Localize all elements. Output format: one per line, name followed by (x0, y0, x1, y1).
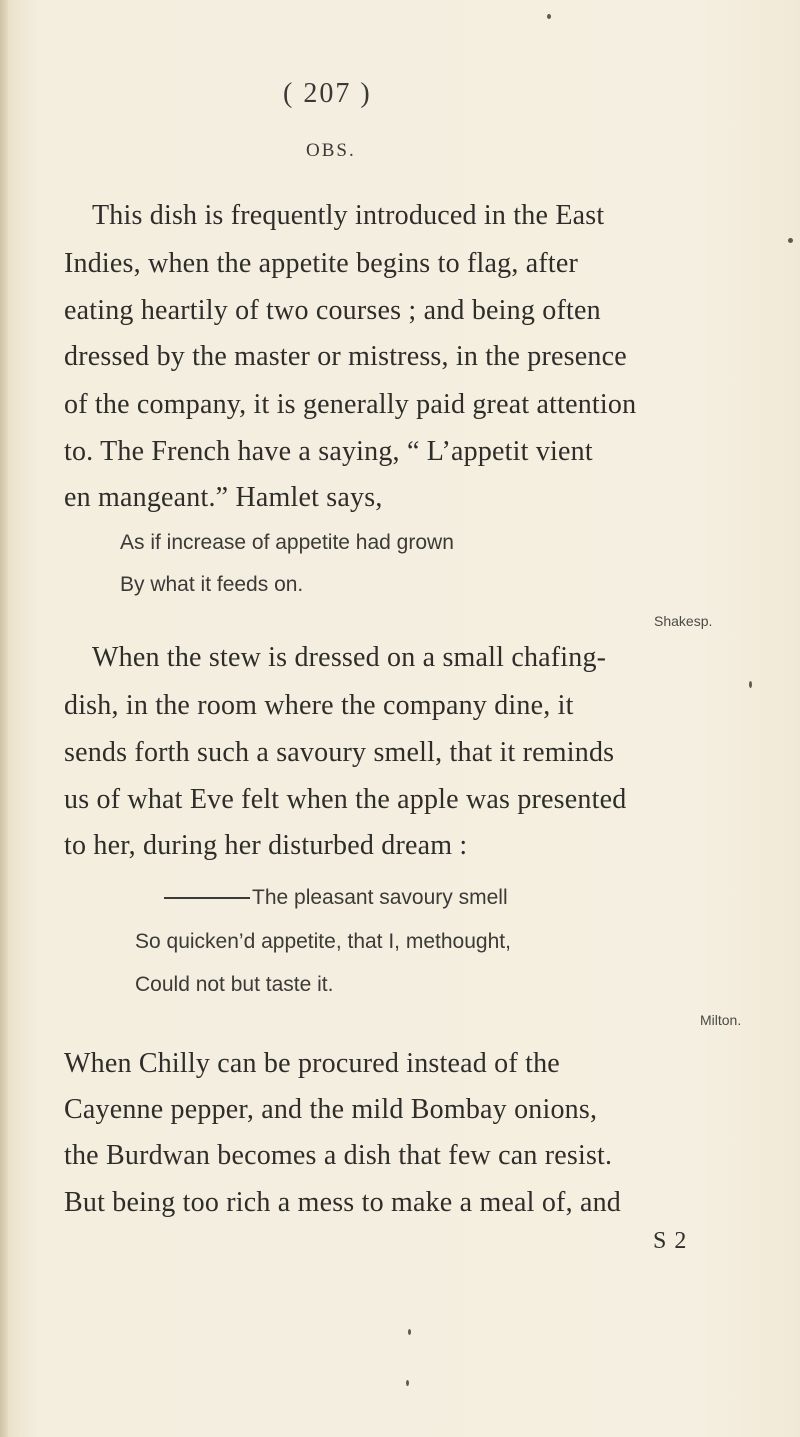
em-dash-rule (164, 897, 250, 899)
paper-speck (408, 1329, 411, 1335)
paper-speck (547, 14, 551, 19)
quote-2-line-2: So quicken’d appetite, that I, methought, (135, 930, 511, 953)
paragraph-1-line-5: of the company, it is generally paid great attention (64, 389, 637, 420)
paragraph-3-line-3: the Burdwan becomes a dish that few can resist. (64, 1140, 613, 1171)
quote-1-line-2: By what it feeds on. (120, 573, 304, 596)
page-gutter-shadow (0, 0, 8, 1437)
page-number: ( 207 ) (283, 78, 372, 109)
paragraph-1-line-3: eating heartily of two courses ; and being often (64, 295, 601, 326)
quote-2-line-1 (164, 886, 508, 910)
paragraph-1-line-6: to. The French have a saying, “ L’appetit vient (64, 436, 593, 467)
quote-1-attribution: Shakesp. (654, 613, 713, 629)
quote-2-line-1-text: The pleasant savoury smell (252, 886, 508, 909)
paragraph-2-line-5: to her, during her disturbed dream : (64, 830, 468, 861)
paper-speck (788, 238, 793, 243)
paragraph-2-line-2: dish, in the room where the company dine, it (64, 690, 574, 721)
paragraph-3-line-1: When Chilly can be procured instead of the (64, 1048, 560, 1079)
paragraph-1-line-4: dressed by the master or mistress, in the presence (64, 341, 627, 372)
paragraph-3-line-2: Cayenne pepper, and the mild Bombay onions, (64, 1094, 598, 1125)
paragraph-1-line-2: Indies, when the appetite begins to flag, after (64, 248, 579, 279)
paper-speck (749, 681, 752, 688)
section-heading: OBS. (306, 140, 356, 161)
signature-mark: S 2 (653, 1228, 688, 1254)
paragraph-3-line-4: But being too rich a mess to make a meal of, and (64, 1187, 622, 1218)
quote-2-line-3: Could not but taste it. (135, 973, 334, 996)
paper-speck (406, 1380, 409, 1386)
paragraph-1-line-7: en mangeant.” Hamlet says, (64, 482, 383, 513)
paragraph-2-line-4: us of what Eve felt when the apple was presented (64, 784, 627, 815)
paragraph-2-line-3: sends forth such a savoury smell, that it reminds (64, 737, 615, 768)
quote-1-line-1: As if increase of appetite had grown (120, 531, 454, 554)
paragraph-1-line-1: This dish is frequently introduced in the East (92, 200, 605, 231)
paragraph-2-line-1: When the stew is dressed on a small chafing- (92, 642, 607, 673)
quote-2-attribution: Milton. (700, 1012, 742, 1028)
